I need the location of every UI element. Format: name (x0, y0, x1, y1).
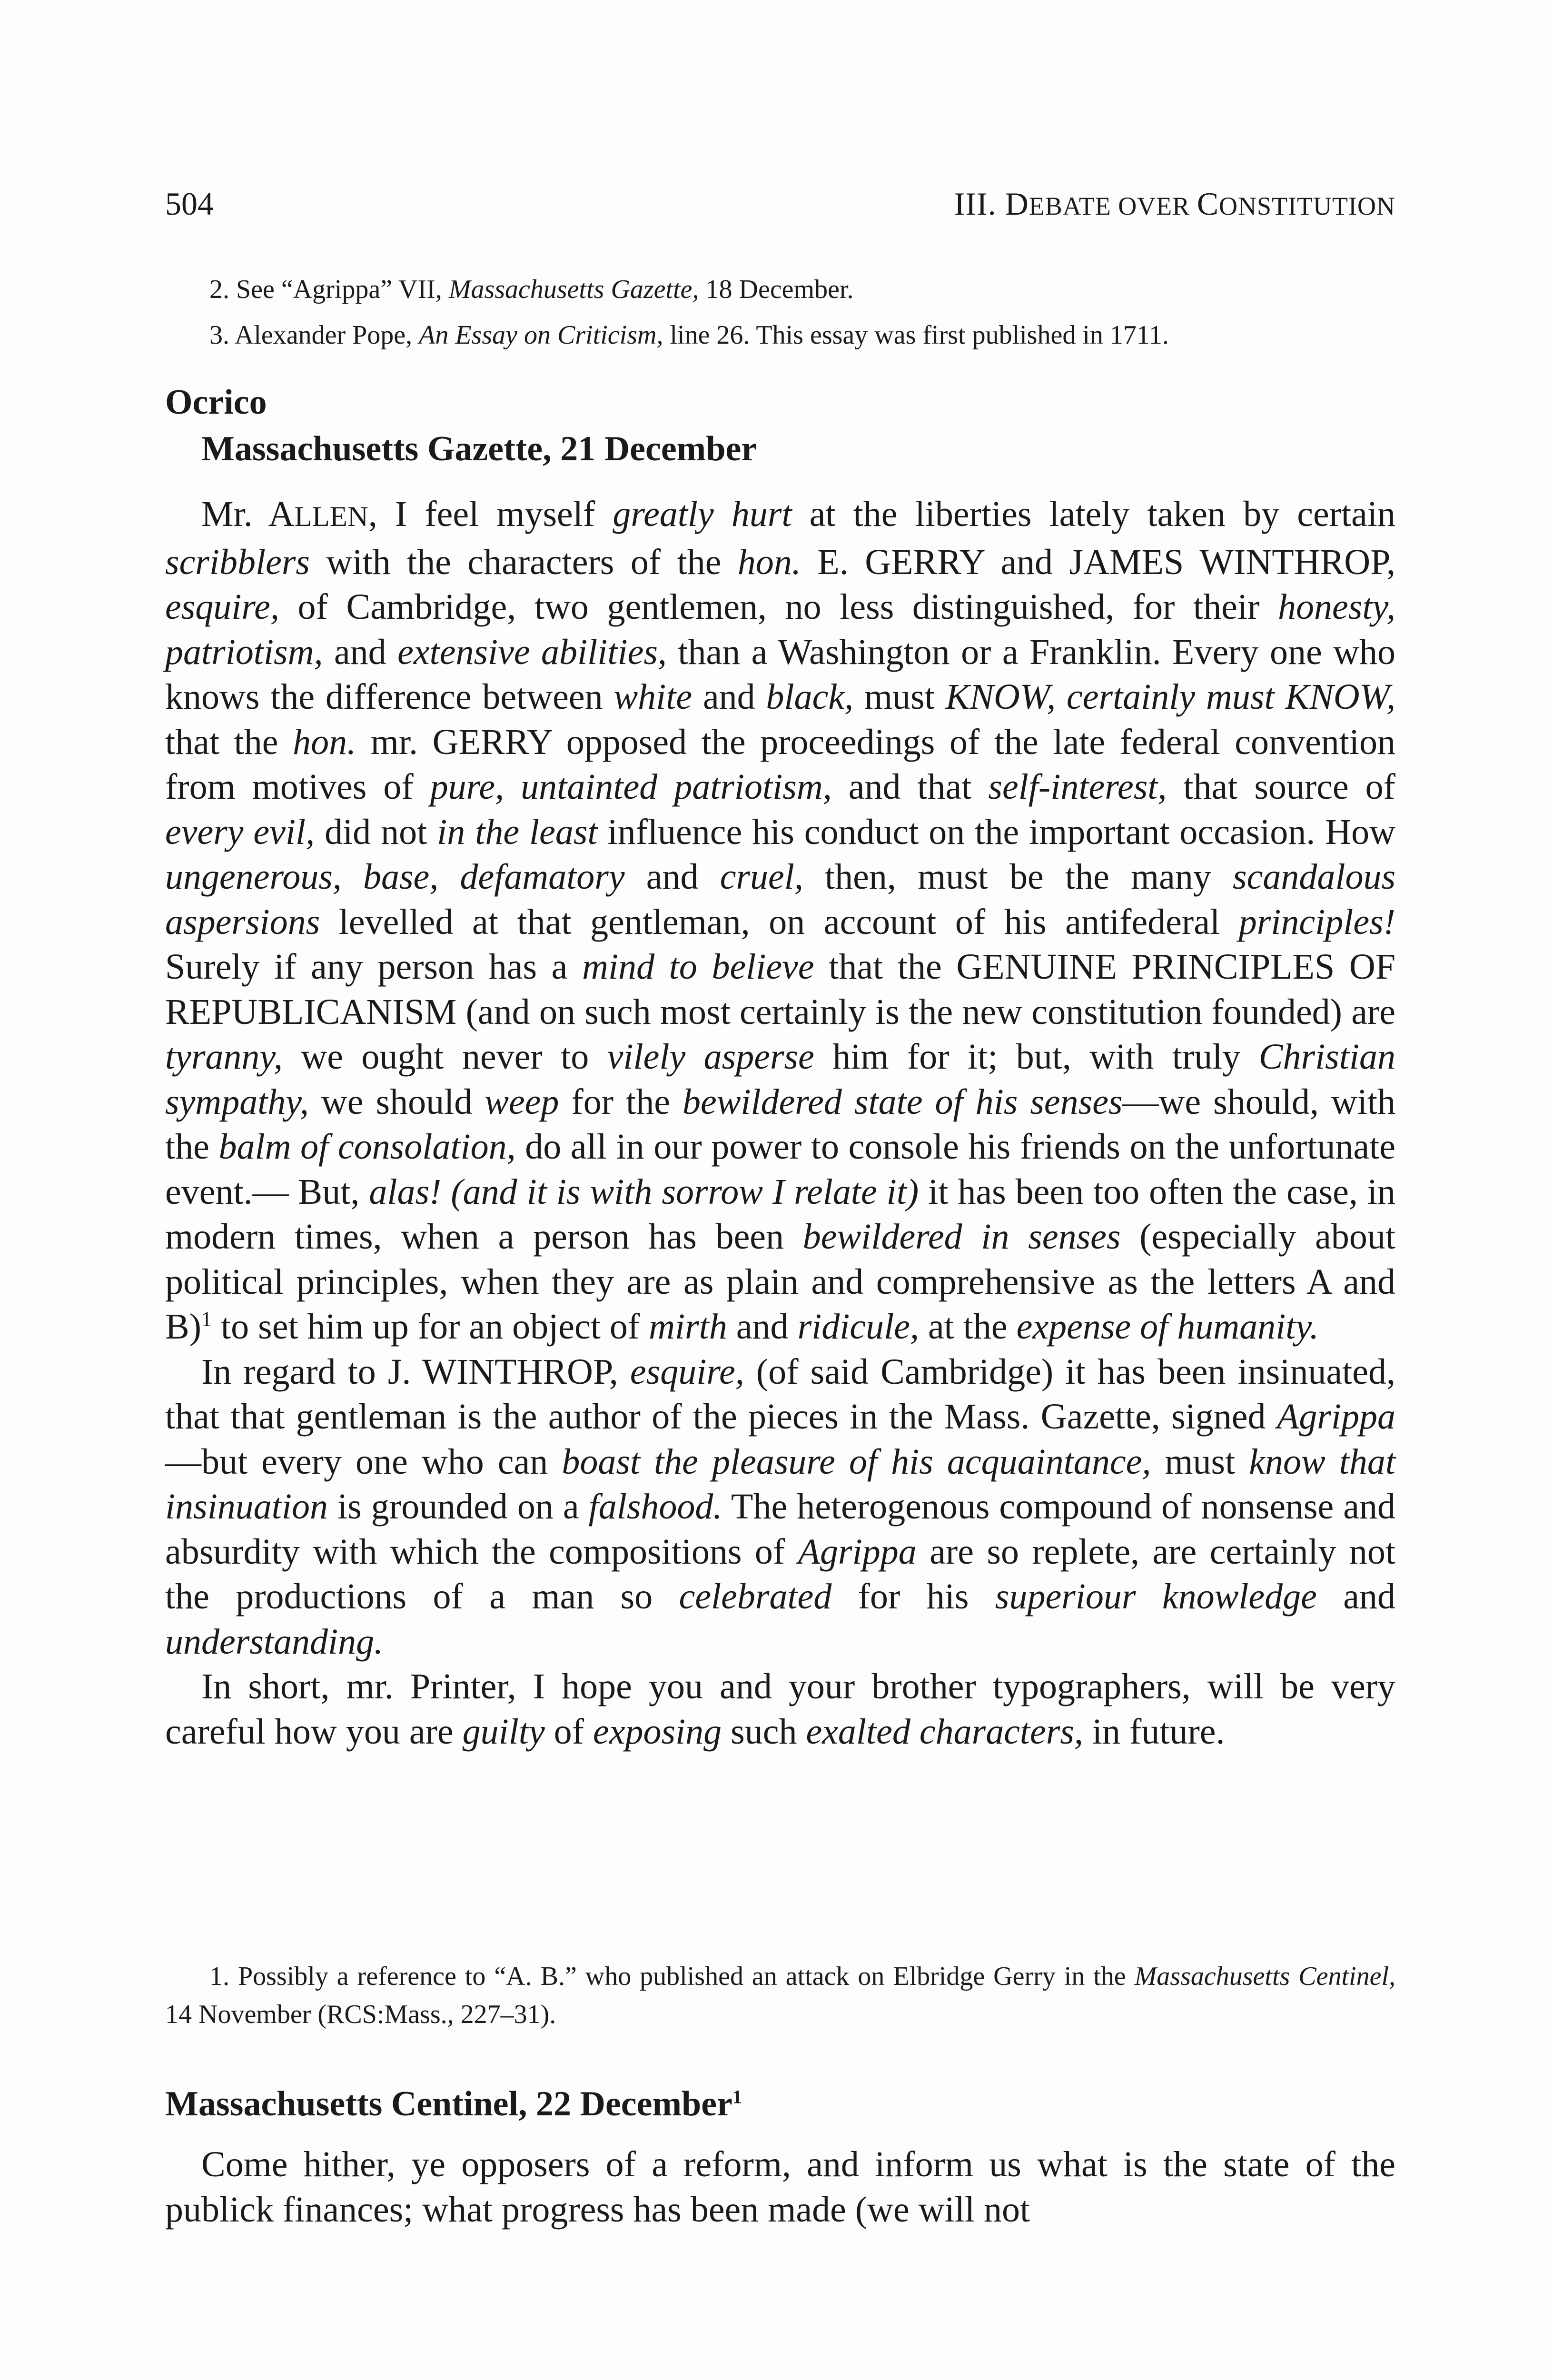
text-run: then, must be the many (803, 857, 1233, 897)
italic-text: falshood. (588, 1487, 722, 1527)
text-run: mr. GERRY opposed the proceedings of the late federal convention from motives of (165, 722, 1396, 807)
italic-text: in the least (437, 812, 598, 852)
text-run: that the (165, 722, 293, 762)
text-run: we should (308, 1081, 485, 1122)
text-run: and (727, 1307, 798, 1347)
italic-text: guilty (462, 1711, 545, 1752)
italic-text: esquire, (630, 1351, 744, 1392)
text-run: of Cambridge, two gentlemen, no less distinguished, for their (279, 587, 1278, 627)
italic-text: balm of consolation, (218, 1127, 516, 1167)
paragraph (165, 1664, 1395, 1754)
next-article-heading: Massachusetts Centinel, 22 December$^1$ (165, 2084, 742, 2123)
text-run: and (323, 632, 398, 672)
article-body (165, 492, 1395, 1754)
text-run: are so replete, are certainly not the productions of a man so (165, 1531, 1395, 1616)
footnote-marker: 1 (201, 1307, 212, 1331)
text-run: and (692, 677, 766, 717)
text-run: and that (831, 767, 989, 807)
italic-text: principles! (1238, 902, 1395, 942)
italic-text: hon. (293, 722, 356, 762)
italic-text: scribblers (165, 542, 310, 582)
text-run: influence his conduct on the important occasion. How (597, 812, 1396, 852)
next-article-body (165, 2142, 1395, 2232)
article-footnote (165, 1957, 1395, 2033)
italic-text: ungenerous, base, defamatory (165, 857, 625, 897)
text-run: 1. Possibly a reference to “A. B.” who published an attack on Elbridge Gerry in the (209, 1962, 1135, 1991)
text-run: do all in our power to console his friends on the unfortunate event.— But, (165, 1127, 1395, 1212)
paragraph (165, 492, 1395, 1349)
text-run: 14 November (RCS:Mass., 227–31). (165, 2000, 556, 2029)
italic-text: greatly hurt (613, 494, 792, 534)
italic-text: ridicule, (797, 1307, 919, 1347)
italic-text: bewildered state of his senses (682, 1081, 1123, 1122)
italic-text: mirth (649, 1307, 727, 1347)
text-run: at the (919, 1307, 1017, 1347)
italic-text: understanding. (165, 1621, 384, 1662)
italic-text: alas! (and it is with sorrow I relate it) (369, 1171, 919, 1212)
running-head: III. DEBATE OVER CONSTITUTION (954, 186, 1395, 222)
text-run: that the GENUINE PRINCIPLES OF REPUBLICANISM (and on such most certainly is the new constitution founded) are (165, 947, 1395, 1032)
italic-text: know that insinuation (165, 1441, 1396, 1527)
italic-text: scandalous aspersions (165, 857, 1396, 942)
text-run: is grounded on a (328, 1487, 589, 1527)
text-run: for his (831, 1577, 995, 1616)
text-run: we ought never to (282, 1037, 607, 1077)
text-run: him for it; but, with truly (814, 1037, 1259, 1077)
italic-text: tyranny, (165, 1037, 283, 1077)
text-run: with the characters of the (310, 542, 738, 582)
text-run: for the (559, 1081, 683, 1122)
text-run: in future. (1083, 1711, 1225, 1752)
note-3: 3. Alexander Pope, An Essay on Criticism, line 26. This essay was first published in 1711. (209, 320, 1169, 350)
text-run: (of said Cambridge) it has been insinuated, that that gentleman is the author of the pieces in the Mass. Gazette, signed (165, 1351, 1395, 1437)
text-run: at the liberties lately taken by certain (791, 494, 1396, 534)
italic-text: self-interest, (988, 767, 1167, 807)
text-run: and (1316, 1577, 1395, 1616)
text-run: , I feel myself (368, 494, 613, 534)
note-2: 2. See “Agrippa” VII, Massachusetts Gazette, 18 December. (209, 275, 854, 304)
italic-text: expense of humanity. (1016, 1307, 1319, 1347)
italic-text: mind to believe (582, 947, 814, 987)
text-run: must (853, 677, 946, 717)
text-run: Mr. A (201, 494, 295, 534)
text-run: levelled at that gentleman, on account of his antifederal (320, 902, 1239, 942)
article-title: Ocrico (165, 383, 267, 422)
italic-text: exposing (593, 1711, 722, 1752)
italic-text: boast the pleasure of his acquaintance, (562, 1441, 1151, 1482)
text-run: did not (315, 812, 437, 852)
paragraph (165, 1349, 1395, 1665)
article-source: Massachusetts Gazette, 21 December (201, 429, 757, 468)
italic-text: white (613, 677, 692, 717)
italic-text: celebrated (679, 1577, 832, 1616)
text-run: In regard to J. WINTHROP, (201, 1351, 630, 1392)
italic-text: hon. (737, 542, 801, 582)
text-run: to set him up for an object of (212, 1307, 649, 1347)
text-run: The heterogenous compound of nonsense and absurdity with which the compositions of (165, 1487, 1395, 1572)
italic-text: bewildered in senses (802, 1217, 1121, 1257)
italic-text: Christian sympathy, (165, 1037, 1395, 1122)
text-run: of (544, 1711, 593, 1752)
small-caps-text: LLEN (294, 501, 368, 533)
text-run: than a Washington or a Franklin. Every one who knows the difference between (165, 632, 1395, 717)
italic-text: KNOW, certainly must KNOW, (945, 677, 1395, 717)
italic-text: cruel, (720, 857, 803, 897)
italic-text: Agrippa (798, 1531, 917, 1572)
italic-text: exalted characters, (806, 1711, 1083, 1752)
text-run: must (1151, 1441, 1249, 1482)
italic-text: pure, untainted patriotism, (430, 767, 832, 807)
italic-text: weep (485, 1081, 559, 1122)
text-run: In short, mr. Printer, I hope you and your brother typographers, will be very careful how you are (165, 1666, 1395, 1752)
text-run: such (722, 1711, 806, 1752)
footnote-marker: 1 (732, 2086, 742, 2108)
text-run: it has been too often the case, in modern times, when a person has been (165, 1171, 1395, 1257)
italic-text: superiour knowledge (995, 1577, 1317, 1616)
italic-text: Massachusetts Centinel, (1134, 1962, 1395, 1991)
italic-text: honesty, patriotism, (165, 587, 1395, 672)
italic-text: every evil, (165, 812, 315, 852)
italic-text: extensive abilities, (397, 632, 667, 672)
continued-notes (209, 267, 1395, 358)
text-run: —we should, with the (165, 1081, 1395, 1167)
text-run: (especially about political principles, when they are as plain and comprehensive as the letters A and B) (165, 1217, 1395, 1347)
text-run: Surely if any person has a (165, 947, 583, 987)
text-run: that source of (1167, 767, 1395, 807)
text-run: —but every one who can (165, 1441, 562, 1482)
paragraph: Come hither, ye opposers of a reform, and inform us what is the state of the publick finances; what progress has been made (we will not (165, 2144, 1395, 2230)
italic-text: vilely asperse (607, 1037, 814, 1077)
text-run: E. GERRY and JAMES WINTHROP, (801, 542, 1396, 582)
italic-text: black, (766, 677, 854, 717)
page-number: 504 (165, 186, 214, 222)
page-header (165, 180, 1395, 228)
italic-text: Agrippa (1276, 1397, 1395, 1437)
italic-text: esquire, (165, 587, 279, 627)
text-run: and (624, 857, 720, 897)
